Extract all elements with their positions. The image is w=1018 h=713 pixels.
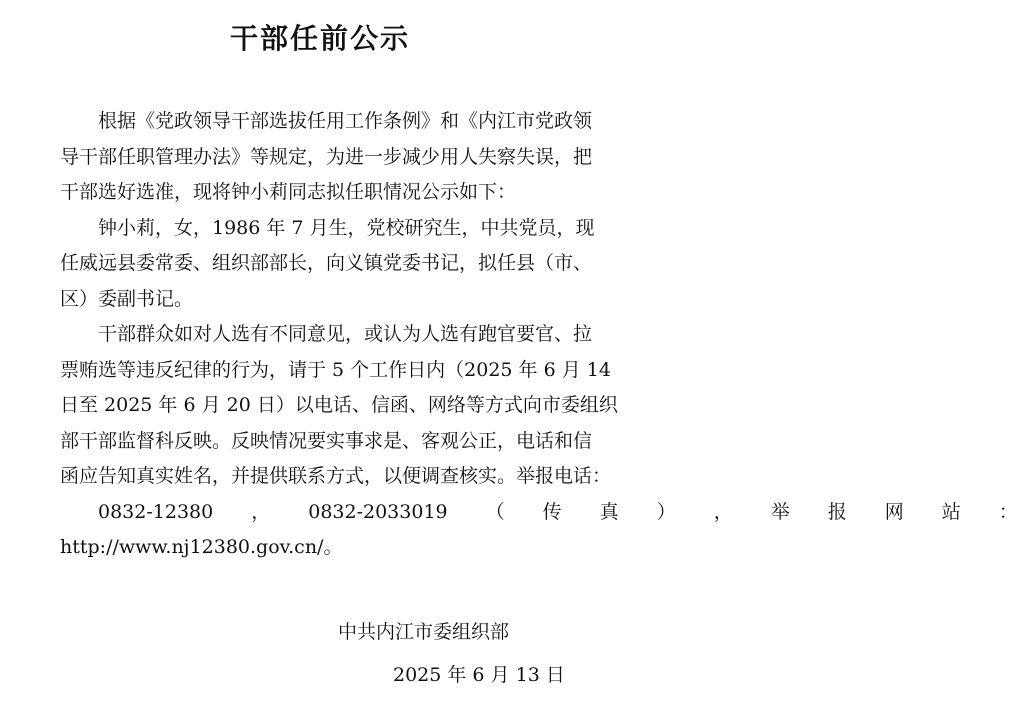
text-fragment: 网 xyxy=(884,500,904,523)
page-title: 干部任前公示 xyxy=(229,22,410,55)
text-line: 干部群众如对人选有不同意见，或认为人选有跑官要官、拉 xyxy=(98,323,593,345)
text-line: 部干部监督科反映。反映情况要实事求是、客观公正，电话和信 xyxy=(60,429,593,452)
notice-body xyxy=(60,104,1018,566)
signature-date: 2025 年 6 月 13 日 xyxy=(393,664,565,686)
text-fragment: 站 xyxy=(941,500,961,523)
text-line: 区）委副书记。 xyxy=(60,287,194,310)
contact-line xyxy=(60,495,1018,531)
paragraph-regulations xyxy=(60,104,605,211)
text-fragment: 真 xyxy=(599,500,619,523)
signature-organization: 中共内江市委组织部 xyxy=(338,621,510,643)
text-line: 日至 2025 年 6 月 20 日）以电话、信函、网络等方式向市委组织 xyxy=(60,394,618,416)
text-line: 根据《党政领导干部选拔任用工作条例》和《内江市党政领 xyxy=(98,110,593,132)
text-line: 钟小莉，女，1986 年 7 月生，党校研究生，中共党员，现 xyxy=(98,216,595,239)
text-fragment: ， xyxy=(251,500,271,523)
report-website: http://www.nj12380.gov.cn/。 xyxy=(60,536,343,558)
text-line: 导干部任职管理办法》等规定，为进一步减少用人失察失误，把 xyxy=(60,145,593,168)
text-line: 干部选好选准，现将钟小莉同志拟任职情况公示如下： xyxy=(60,181,517,203)
paragraph-feedback xyxy=(60,317,1018,566)
text-fragment: ： xyxy=(998,500,1018,523)
text-line: 函应告知真实姓名，并提供联系方式，以便调查核实。举报电话： xyxy=(60,465,612,487)
text-fragment: 举 xyxy=(770,500,790,523)
text-line: 票贿选等违反纪律的行为，请于 5 个工作日内（2025 年 6 月 14 xyxy=(60,358,611,381)
text-fragment: ， xyxy=(713,500,733,523)
text-line: 任威远县委常委、组织部部长，向义镇党委书记，拟任县（市、 xyxy=(60,252,593,274)
paragraph-candidate-info xyxy=(60,211,605,318)
text-fragment: （ xyxy=(485,500,505,523)
text-fragment: 报 xyxy=(827,500,847,523)
text-fragment: ） xyxy=(656,500,676,523)
fax-number: 0832-2033019 xyxy=(308,500,448,523)
text-fragment: 传 xyxy=(542,500,562,523)
hotline-number: 0832-12380 xyxy=(98,500,214,523)
